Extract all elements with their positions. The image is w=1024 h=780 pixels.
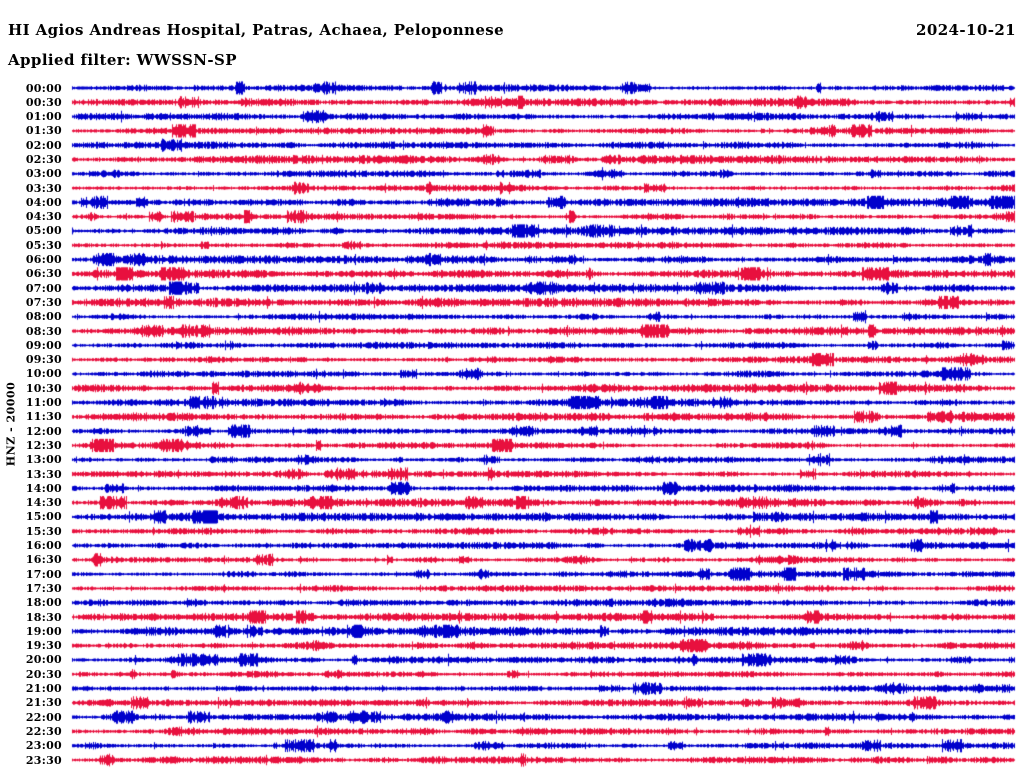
- time-label: 20:00: [25, 653, 62, 667]
- time-label: 14:00: [25, 481, 62, 495]
- time-label: 22:00: [25, 710, 62, 724]
- time-label: 06:00: [25, 253, 62, 267]
- time-label: 14:30: [25, 496, 62, 510]
- time-label: 08:30: [25, 324, 62, 338]
- time-label: 02:00: [25, 138, 62, 152]
- time-label: 12:00: [25, 424, 62, 438]
- time-label: 00:30: [25, 95, 62, 109]
- time-label: 03:00: [25, 167, 62, 181]
- time-label: 04:00: [25, 195, 62, 209]
- time-label: 04:30: [25, 210, 62, 224]
- time-label: 18:30: [25, 610, 62, 624]
- time-label: 01:30: [25, 124, 62, 138]
- time-label: 19:00: [25, 624, 62, 638]
- time-label: 22:30: [25, 724, 62, 738]
- time-label: 12:30: [25, 438, 62, 452]
- time-label: 13:00: [25, 453, 62, 467]
- time-label: 09:30: [25, 353, 62, 367]
- time-label: 19:30: [25, 639, 62, 653]
- time-label: 01:00: [25, 110, 62, 124]
- time-label: 03:30: [25, 181, 62, 195]
- time-label: 23:30: [25, 753, 62, 767]
- time-label: 00:00: [25, 81, 62, 95]
- time-label: 02:30: [25, 152, 62, 166]
- time-label: 21:30: [25, 696, 62, 710]
- time-label: 11:00: [25, 396, 62, 410]
- time-label: 11:30: [25, 410, 62, 424]
- time-label: 07:30: [25, 295, 62, 309]
- time-label: 21:00: [25, 682, 62, 696]
- time-label: 15:30: [25, 524, 62, 538]
- time-label: 13:30: [25, 467, 62, 481]
- time-label: 20:30: [25, 667, 62, 681]
- time-label: 16:00: [25, 539, 62, 553]
- time-label: 10:30: [25, 381, 62, 395]
- time-label: 17:30: [25, 581, 62, 595]
- time-label: 15:00: [25, 510, 62, 524]
- time-label: 08:00: [25, 310, 62, 324]
- time-label: 07:00: [25, 281, 62, 295]
- time-label: 06:30: [25, 267, 62, 281]
- time-label: 17:00: [25, 567, 62, 581]
- time-label: 23:00: [25, 739, 62, 753]
- time-label: 18:00: [25, 596, 62, 610]
- time-label: 05:30: [25, 238, 62, 252]
- time-label: 16:30: [25, 553, 62, 567]
- time-label: 09:00: [25, 338, 62, 352]
- time-label: 05:00: [25, 224, 62, 238]
- time-label: 10:00: [25, 367, 62, 381]
